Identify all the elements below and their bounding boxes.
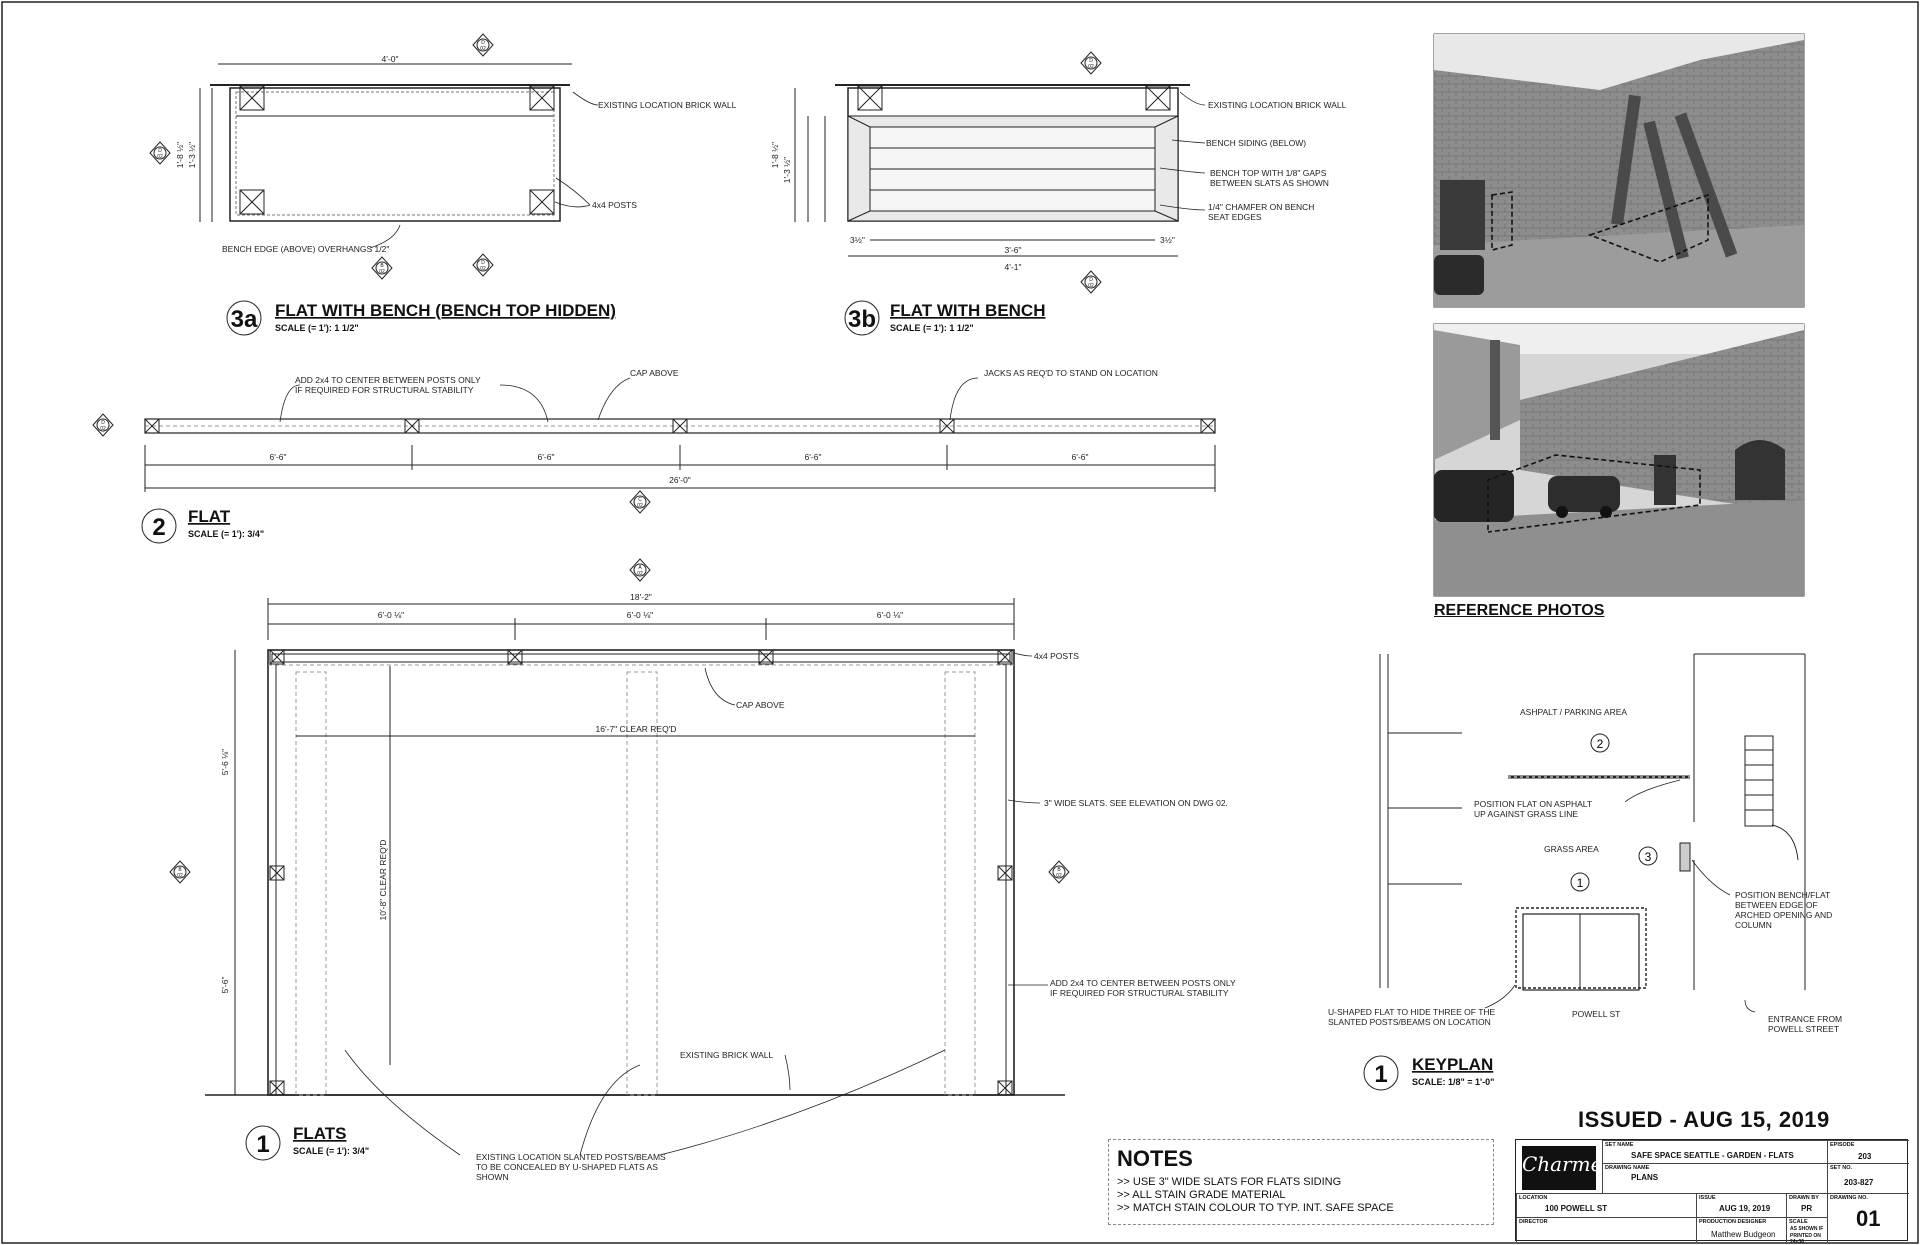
dim-height-inner: 1'-3 ½" [187, 141, 197, 169]
post-square [240, 86, 264, 110]
note-chamfer-2: SEAT EDGES [1208, 212, 1262, 222]
note-existing-2: TO BE CONCEALED BY U-SHAPED FLATS AS [476, 1162, 658, 1172]
set-name-label: SET NAME [1605, 1142, 1634, 1148]
location-cell [1516, 1193, 1696, 1217]
dim-bay: 6'-0 ⅛" [377, 610, 405, 620]
drawn-by: PR [1801, 1204, 1813, 1213]
note-bench-edge: BENCH EDGE (ABOVE) OVERHANGS 1/2" [222, 244, 390, 254]
drawn-by-label: DRAWN BY [1789, 1195, 1819, 1201]
dim-clear: 16'-7" CLEAR REQ'D [595, 724, 677, 734]
post-square [530, 190, 554, 214]
note-posts: 4x4 POSTS [592, 200, 637, 210]
detail-title: FLAT [188, 507, 231, 526]
section-marker-sheet: 02 [480, 266, 486, 272]
keyplan-u-shape-1: U-SHAPED FLAT TO HIDE THREE OF THE [1328, 1007, 1496, 1017]
dim-bay: 6'-6" [537, 452, 555, 462]
note-cap: CAP ABOVE [736, 700, 785, 710]
set-no-cell [1827, 1163, 1909, 1193]
episode-cell [1827, 1140, 1909, 1163]
dim-total: 26'-0" [669, 475, 691, 485]
dim-total: 18'-2" [630, 592, 652, 602]
drawing-no-cell [1827, 1193, 1909, 1242]
post-square [998, 866, 1012, 880]
note-existing-3: SHOWN [476, 1172, 509, 1182]
issue-cell [1696, 1193, 1786, 1217]
section-marker-sheet: 02 [480, 46, 486, 52]
notes-line: >> MATCH STAIN COLOUR TO TYP. INT. SAFE SPACE [1117, 1202, 1394, 1214]
dim-inner: 3'-6" [1004, 245, 1022, 255]
note-add-1: ADD 2x4 TO CENTER BETWEEN POSTS ONLY [1050, 978, 1236, 988]
post-square [530, 86, 554, 110]
logo-text: Charmed [1522, 1152, 1616, 1176]
note-add-2: IF REQUIRED FOR STRUCTURAL STABILITY [1050, 988, 1229, 998]
section-marker-sheet: 02 [100, 426, 106, 432]
section-marker-sheet: 02 [177, 873, 183, 879]
section-marker-letter: B [178, 867, 182, 873]
keyplan-tag-label: 3 [1644, 850, 1652, 864]
dim-bay: 6'-0 ⅛" [626, 610, 654, 620]
dim-bay: 6'-0 ⅛" [876, 610, 904, 620]
episode-label: EPISODE [1830, 1142, 1855, 1148]
keyplan-street: POWELL ST [1572, 1009, 1621, 1019]
notes-line: >> ALL STAIN GRADE MATERIAL [1117, 1189, 1286, 1201]
notes-line: >> USE 3" WIDE SLATS FOR FLATS SIDING [1117, 1176, 1342, 1188]
note-jacks: JACKS AS REQ'D TO STAND ON LOCATION [984, 368, 1158, 378]
drawing-no: 01 [1856, 1206, 1881, 1231]
keyplan-entrance-1: ENTRANCE FROM [1768, 1014, 1843, 1024]
keyplan-asphalt: ASHPALT / PARKING AREA [1520, 707, 1628, 717]
keyplan-bench-4: COLUMN [1735, 920, 1772, 930]
detail-scale: SCALE (= 1'): 3/4" [188, 529, 265, 539]
set-name: SAFE SPACE SEATTLE - GARDEN - FLATS [1631, 1151, 1794, 1160]
drawing-name: PLANS [1631, 1173, 1659, 1182]
detail-number: 3b [847, 306, 877, 333]
section-marker-letter: C [638, 497, 642, 503]
detail-title: FLAT WITH BENCH [890, 301, 1046, 320]
keyplan-grass: GRASS AREA [1544, 844, 1599, 854]
note-top-1: BENCH TOP WITH 1/8" GAPS [1210, 168, 1327, 178]
post-square [240, 190, 264, 214]
set-no-label: SET NO. [1830, 1165, 1853, 1171]
note-posts: 4x4 POSTS [1034, 651, 1079, 661]
keyplan-entrance-2: POWELL STREET [1768, 1024, 1840, 1034]
dim-right: 3½" [1160, 235, 1175, 245]
location-label: LOCATION [1519, 1195, 1548, 1201]
dim-height: 1'-8 ½" [770, 141, 780, 169]
scale-cell [1786, 1217, 1827, 1245]
section-marker-letter: A [638, 565, 642, 571]
section-marker-letter: D [481, 260, 485, 266]
note-top-2: BETWEEN SLATS AS SHOWN [1210, 178, 1329, 188]
detail-3b [795, 85, 1205, 256]
notes-title: NOTES [1117, 1146, 1193, 1171]
note-brick-wall: EXISTING BRICK WALL [680, 1050, 774, 1060]
post-square [1146, 86, 1170, 110]
section-marker-sheet: 02 [1088, 64, 1094, 70]
reference-photo-1 [1434, 34, 1804, 307]
note-slats: 3" WIDE SLATS. SEE ELEVATION ON DWG 02. [1044, 798, 1228, 808]
post-square [270, 1081, 284, 1095]
reference-photos-title: REFERENCE PHOTOS [1434, 602, 1605, 619]
section-marker-letter: D [158, 148, 162, 154]
note-siding: BENCH SIDING (BELOW) [1206, 138, 1307, 148]
section-marker-letter: D [1089, 277, 1093, 283]
detail-scale: SCALE (= 1'): 1 1/2" [275, 323, 359, 333]
detail-number: 1 [256, 1131, 270, 1158]
section-marker-sheet: 02 [379, 269, 385, 275]
dim-upper: 5'-6 ⅛" [220, 748, 230, 776]
keyplan-bench-2: BETWEEN EDGE OF [1735, 900, 1818, 910]
dim-bay: 6'-6" [269, 452, 287, 462]
director-cell [1516, 1217, 1696, 1242]
set-name-cell [1602, 1140, 1827, 1163]
issue-label: ISSUE [1699, 1195, 1716, 1201]
section-marker-letter: B [1057, 867, 1061, 873]
dim-left: 3½" [850, 235, 865, 245]
note-add-1: ADD 2x4 TO CENTER BETWEEN POSTS ONLY [295, 375, 481, 385]
scale-line-2: PRINTED ON 24x36 [1790, 1233, 1821, 1245]
note-add-2: IF REQUIRED FOR STRUCTURAL STABILITY [295, 385, 474, 395]
keyplan-bench-1: POSITION BENCH/FLAT [1735, 890, 1831, 900]
dim-height-inner: 1'-3 ½" [782, 156, 792, 184]
designer-cell [1696, 1217, 1786, 1242]
scale-label: SCALE [1789, 1219, 1808, 1225]
keyplan-tag-label: 1 [1576, 876, 1584, 890]
director-label: DIRECTOR [1519, 1219, 1548, 1225]
dim-vertical-clear: 10'-8" CLEAR REQ'D [378, 839, 388, 921]
charmed-logo [1522, 1146, 1616, 1196]
section-marker-sheet: 02 [157, 154, 163, 160]
section-marker-letter: D [101, 420, 105, 426]
logo-subtext: SEASON 2 [1570, 1191, 1592, 1196]
detail-title: FLAT WITH BENCH (BENCH TOP HIDDEN) [275, 301, 616, 320]
title-block [1515, 1139, 1908, 1245]
dim-lower: 5'-6" [220, 976, 230, 994]
issued-stamp: ISSUED - AUG 15, 2019 [1578, 1107, 1830, 1132]
designer-label: PRODUCTION DESIGNER [1699, 1219, 1767, 1225]
designer: Matthew Budgeon [1711, 1230, 1776, 1239]
drawing-name-label: DRAWING NAME [1605, 1165, 1650, 1171]
detail-3a [200, 64, 598, 248]
location: 100 POWELL ST [1545, 1204, 1608, 1213]
post-square [998, 1081, 1012, 1095]
episode: 203 [1858, 1152, 1872, 1161]
section-marker-sheet: 02 [1056, 873, 1062, 879]
dim-bay: 6'-6" [1071, 452, 1089, 462]
note-brick-wall: EXISTING LOCATION BRICK WALL [598, 100, 737, 110]
post-square [858, 86, 882, 110]
section-marker-sheet: 02 [637, 503, 643, 509]
note-existing-1: EXISTING LOCATION SLANTED POSTS/BEAMS [476, 1152, 666, 1162]
set-no: 203-827 [1844, 1178, 1874, 1187]
issue: AUG 19, 2019 [1719, 1204, 1771, 1213]
detail-title: FLATS [293, 1124, 347, 1143]
note-brick-wall: EXISTING LOCATION BRICK WALL [1208, 100, 1347, 110]
keyplan-tag-label: 2 [1596, 737, 1604, 751]
detail-number: 2 [152, 514, 166, 541]
post-square [270, 866, 284, 880]
detail-1 [205, 598, 1065, 1155]
keyplan-u-shape-2: SLANTED POSTS/BEAMS ON LOCATION [1328, 1017, 1491, 1027]
drawn-by-cell [1786, 1193, 1827, 1217]
section-marker-letter: D [481, 40, 485, 46]
keyplan-position-1: POSITION FLAT ON ASPHALT [1474, 799, 1593, 809]
notes-panel [1108, 1139, 1494, 1225]
detail-scale: SCALE (= 1'): 3/4" [293, 1146, 370, 1156]
dim-height: 1'-8 ½" [175, 141, 185, 169]
section-marker-letter: B [380, 263, 384, 269]
keyplan-position-2: UP AGAINST GRASS LINE [1474, 809, 1579, 819]
detail-number: 1 [1374, 1061, 1388, 1088]
dim-bay: 6'-6" [804, 452, 822, 462]
drawing-name-cell [1602, 1163, 1827, 1193]
keyplan-bench-3: ARCHED OPENING AND [1735, 910, 1833, 920]
dim-outer: 4'-1" [1004, 262, 1022, 272]
detail-scale: SCALE (= 1'): 1 1/2" [890, 323, 974, 333]
note-cap: CAP ABOVE [630, 368, 679, 378]
drawing-no-label: DRAWING NO. [1830, 1195, 1868, 1201]
dim-width: 4'-0" [381, 54, 399, 64]
detail-number: 3a [230, 306, 258, 333]
detail-scale: SCALE: 1/8" = 1'-0" [1412, 1077, 1495, 1087]
section-marker-letter: D [1089, 58, 1093, 64]
scale-line-1: AS SHOWN IF [1790, 1226, 1824, 1232]
section-marker-sheet: 02 [637, 571, 643, 577]
detail-title: KEYPLAN [1412, 1055, 1494, 1074]
reference-photo-2 [1434, 324, 1804, 596]
note-chamfer-1: 1/4" CHAMFER ON BENCH [1208, 202, 1315, 212]
section-marker-sheet: 02 [1088, 283, 1094, 289]
